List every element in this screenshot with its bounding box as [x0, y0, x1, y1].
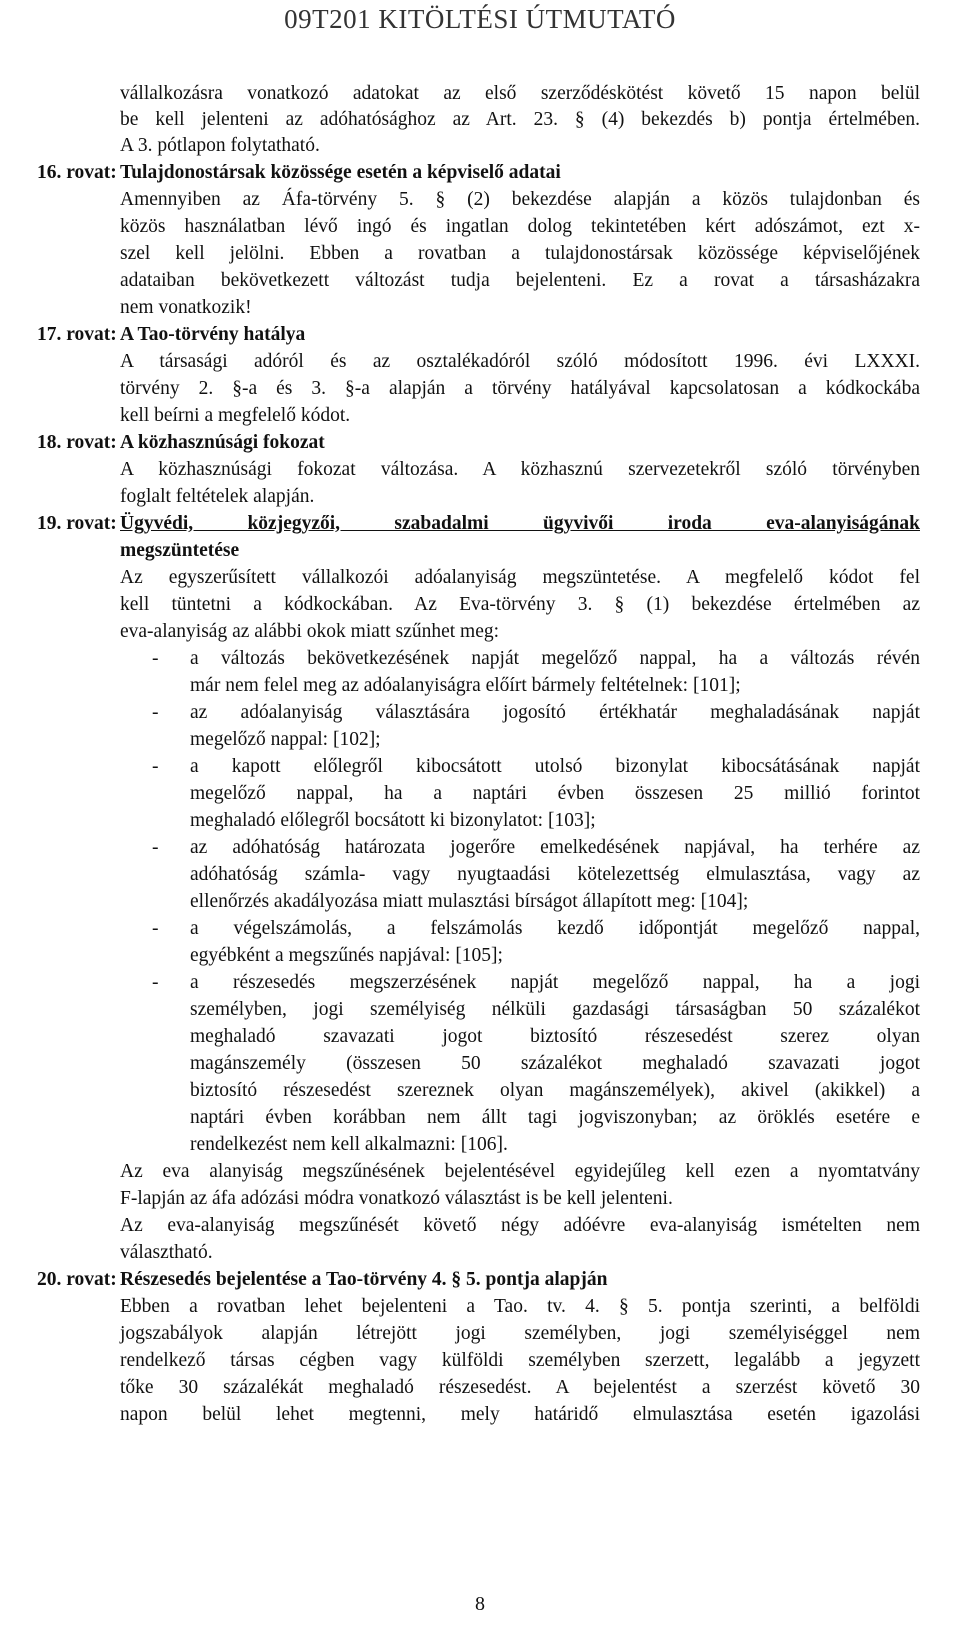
paragraph-line: választható. [120, 1242, 213, 1263]
list-dash: - [152, 702, 159, 723]
list-item-text: a változás bekövetkezésének napját megelőző nappal, ha a változás révén [190, 648, 920, 669]
list-dash: - [152, 648, 159, 669]
paragraph-line: Amennyiben az Áfa-törvény 5. § (2) bekezdése alapján a közös tulajdonban és [120, 189, 920, 210]
list-item-text: a részesedés megszerzésének napját megelőző nappal, ha a jogi [190, 972, 920, 993]
rovat-label: 18. rovat: [37, 432, 117, 453]
paragraph-line: rendelkező társas cégben vagy külföldi személyben szerzett, legalább a jegyzett [120, 1350, 920, 1371]
paragraph-line: meghaladó előlegről bocsátott ki bizonylatot: [103]; [190, 810, 596, 831]
paragraph-line: A 3. pótlapon folytatható. [120, 135, 320, 156]
paragraph-line: megszüntetése [120, 540, 240, 561]
list-dash: - [152, 918, 159, 939]
page-header-title: 09T201 KITÖLTÉSI ÚTMUTATÓ [284, 4, 676, 34]
paragraph-line: személyben, jogi személyiség nélküli gazdasági társaságban 50 százalékot [190, 999, 920, 1020]
paragraph-line: A közhasznúsági fokozat változása. A közhasznú szervezetekről szóló törvényben [120, 459, 920, 480]
paragraph-line: ellenőrzés akadályozása miatt mulasztási bírságot állapított meg: [104]; [190, 891, 749, 912]
paragraph-line: szel kell jelölni. Ebben a rovatban a tulajdonostársak közössége képviselőjének [120, 243, 920, 264]
paragraph-line: megelőző nappal: [102]; [190, 729, 381, 750]
paragraph-line: közös használatban lévő ingó és ingatlan dolog tekintetében kért adószámot, ezt x- [120, 216, 920, 237]
paragraph-line: kell beírni a megfelelő kódot. [120, 405, 351, 426]
page-number: 8 [475, 1593, 485, 1615]
paragraph-line: biztosító részesedést szereznek olyan magánszemélyek), akivel (akikkel) a [190, 1080, 920, 1101]
rovat-label: 20. rovat: [37, 1269, 117, 1290]
rovat-label: 17. rovat: [37, 324, 117, 345]
paragraph-line: Az eva alanyiság megszűnésének bejelentésével egyidejűleg kell ezen a nyomtatvány [120, 1161, 920, 1182]
paragraph-line: Az egyszerűsített vállalkozói adóalanyiság megszüntetése. A megfelelő kódot fel [120, 567, 920, 588]
paragraph-line: napon belül lehet megtenni, mely határidő elmulasztása esetén igazolási [120, 1404, 920, 1425]
list-dash: - [152, 972, 159, 993]
list-dash: - [152, 756, 159, 777]
paragraph-line: Az eva-alanyiság megszűnését követő négy adóévre eva-alanyiság ismételten nem [120, 1215, 920, 1236]
paragraph-line: A társasági adóról és az osztalékadóról szóló módosított 1996. évi LXXXI. [120, 351, 920, 372]
paragraph-line: törvény 2. §-a és 3. §-a alapján a törvény hatályával kapcsolatosan a kódkockába [120, 378, 920, 399]
paragraph-line: rendelkezést nem kell alkalmazni: [106]. [190, 1134, 508, 1155]
list-dash: - [152, 837, 159, 858]
paragraph-line: foglalt feltételek alapján. [120, 486, 315, 507]
paragraph-line: tőke 30 százalékát meghaladó részesedést. A bejelentést a szerzést követő 30 [120, 1377, 920, 1398]
paragraph-line: naptári évben korábban nem állt tagi jogviszonyban; az öröklés esetére e [190, 1107, 920, 1128]
paragraph-line: nem vonatkozik! [120, 297, 252, 318]
rovat-title: Részesedés bejelentése a Tao-törvény 4. § 5. pontja alapján [120, 1269, 608, 1290]
paragraph-line: meghaladó szavazati jogot biztosító részesedést szerez olyan [190, 1026, 920, 1047]
rovat-label: 19. rovat: [37, 513, 117, 534]
paragraph-line: be kell jelenteni az adóhatósághoz az Art. 23. § (4) bekezdés b) pontja értelmében. [120, 109, 920, 130]
paragraph-line: kell tüntetni a kódkockában. Az Eva-törvény 3. § (1) bekezdése értelmében az [120, 594, 920, 615]
rovat-title: A Tao-törvény hatálya [120, 324, 306, 345]
paragraph-line: már nem felel meg az adóalanyiságra előírt bármely feltételnek: [101]; [190, 675, 741, 696]
paragraph-line: jogszabályok alapján létrejött jogi személyben, jogi személyiséggel nem [120, 1323, 920, 1344]
paragraph-line: eva-alanyiság az alábbi okok miatt szűnhet meg: [120, 621, 500, 642]
rovat-label: 16. rovat: [37, 162, 117, 183]
list-item-text: az adóhatóság határozata jogerőre emelkedésének napjával, ha terhére az [190, 837, 920, 858]
list-item-text: a végelszámolás, a felszámolás kezdő időpontját megelőző nappal, [190, 918, 920, 939]
list-item-text: az adóalanyiság választására jogosító értékhatár meghaladásának napját [190, 702, 920, 723]
paragraph-line: magánszemély (összesen 50 százalékot meghaladó szavazati jogot [190, 1053, 920, 1074]
rovat-title: Tulajdonostársak közössége esetén a képviselő adatai [120, 162, 561, 183]
paragraph-line: megelőző nappal, ha a naptári évben összesen 25 millió forintot [190, 783, 920, 804]
paragraph-line: egyébként a megszűnés napjával: [105]; [190, 945, 503, 966]
rovat-title: A közhasznúsági fokozat [120, 432, 325, 453]
paragraph-line: vállalkozásra vonatkozó adatokat az első szerződéskötést követő 15 napon belül [120, 83, 920, 104]
rovat-title: Ügyvédi, közjegyzői, szabadalmi ügyvivői iroda eva-alanyiságának [120, 513, 920, 534]
paragraph-line: adataiban bekövetkezett változást tudja bejelenteni. Ez a rovat a társasházakra [120, 270, 920, 291]
paragraph-line: adóhatóság számla- vagy nyugtaadási kötelezettség elmulasztása, vagy az [190, 864, 920, 885]
paragraph-line: Ebben a rovatban lehet bejelenteni a Tao. tv. 4. § 5. pontja szerinti, a belföldi [120, 1296, 920, 1317]
list-item-text: a kapott előlegről kibocsátott utolsó bizonylat kibocsátásának napját [190, 756, 920, 777]
paragraph-line: F-lapján az áfa adózási módra vonatkozó választást is be kell jelenteni. [120, 1188, 673, 1209]
